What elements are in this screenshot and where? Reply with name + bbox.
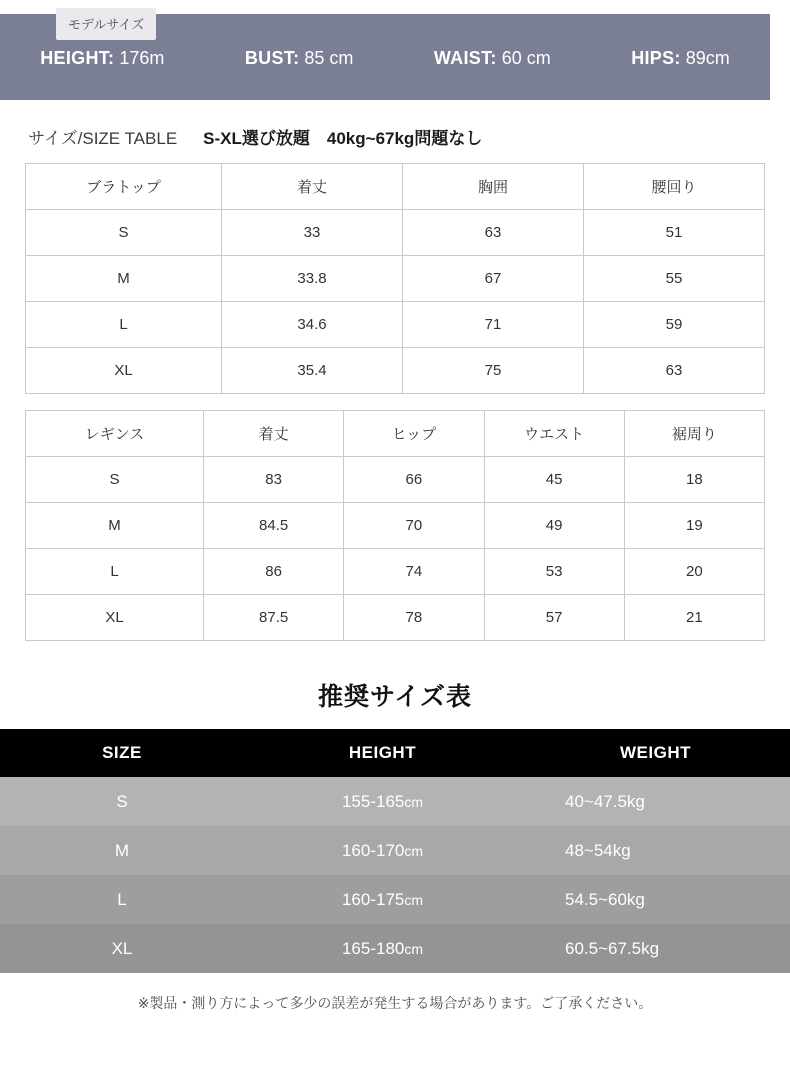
recommended-size-title: 推奨サイズ表	[317, 683, 472, 711]
rec-header-size: SIZE	[0, 729, 244, 777]
bra-cell: 55	[584, 256, 765, 302]
table-row	[26, 348, 765, 394]
rec-height-unit: cm	[404, 793, 424, 810]
bra-cell: S	[26, 210, 222, 256]
bra-cell: 63	[584, 348, 765, 394]
leggings-header-0: レギンス	[26, 411, 204, 457]
rec-weight-cell: 40~47.5kg	[521, 777, 790, 826]
rec-header-height: HEIGHT	[244, 729, 521, 777]
leggings-cell: 66	[344, 457, 484, 503]
table-row	[0, 777, 790, 826]
rec-height-value: 160-170	[341, 840, 405, 860]
table-row	[26, 302, 765, 348]
leggings-cell: S	[26, 457, 204, 503]
rec-weight-cell: 60.5~67.5kg	[521, 924, 790, 973]
leggings-size-table	[25, 410, 765, 641]
rec-height-cell	[244, 924, 521, 973]
rec-size-cell: L	[0, 875, 244, 924]
rec-header-weight: WEIGHT	[521, 729, 790, 777]
rec-height-unit: cm	[404, 842, 424, 859]
leggings-cell: 19	[624, 503, 764, 549]
table-row	[0, 875, 790, 924]
footer-note: ※製品・測り方によって多少の誤差が発生する場合があります。ご了承ください。	[137, 995, 653, 1011]
table-header-row	[26, 411, 765, 457]
table-row	[26, 549, 765, 595]
rec-weight-cell: 48~54kg	[521, 826, 790, 875]
model-stat-waist	[434, 48, 551, 69]
leggings-cell: 78	[344, 595, 484, 641]
model-stats	[0, 48, 770, 69]
model-stat-hips-label: HIPS:	[631, 48, 681, 68]
size-table-note: S-XL選び放題 40kg~67kg問題なし	[203, 129, 483, 148]
table-header-row	[26, 164, 765, 210]
rec-height-cell	[244, 826, 521, 875]
model-stat-bust-value: 85 cm	[304, 48, 354, 68]
leggings-header-1: 着丈	[204, 411, 344, 457]
table-row	[26, 256, 765, 302]
rec-size-cell: XL	[0, 924, 244, 973]
leggings-cell: 87.5	[204, 595, 344, 641]
leggings-cell: L	[26, 549, 204, 595]
leggings-cell: 49	[484, 503, 624, 549]
table-row	[26, 457, 765, 503]
leggings-cell: 53	[484, 549, 624, 595]
rec-size-cell: M	[0, 826, 244, 875]
model-stat-hips	[631, 48, 730, 69]
model-size-tag: モデルサイズ	[56, 8, 156, 40]
table-row	[26, 595, 765, 641]
leggings-header-2: ヒップ	[344, 411, 484, 457]
leggings-cell: 57	[484, 595, 624, 641]
bra-cell: M	[26, 256, 222, 302]
table-spacer	[0, 394, 790, 410]
bra-cell: 71	[403, 302, 584, 348]
bra-cell: 33	[222, 210, 403, 256]
model-stat-bust	[245, 48, 354, 69]
model-stat-height	[40, 48, 164, 69]
rec-height-value: 160-175	[341, 889, 405, 909]
bra-cell: XL	[26, 348, 222, 394]
leggings-cell: 20	[624, 549, 764, 595]
leggings-cell: 84.5	[204, 503, 344, 549]
bra-cell: 75	[403, 348, 584, 394]
leggings-cell: 86	[204, 549, 344, 595]
model-stat-waist-label: WAIST:	[433, 48, 497, 68]
table-row	[0, 826, 790, 875]
leggings-cell: 21	[624, 595, 764, 641]
table-row	[0, 924, 790, 973]
leggings-cell: 74	[344, 549, 484, 595]
model-stat-hips-value: 89cm	[685, 48, 730, 68]
table-row	[26, 503, 765, 549]
model-stat-height-label: HEIGHT:	[40, 48, 115, 68]
leggings-header-4: 裾周り	[624, 411, 764, 457]
table-header-row	[0, 729, 790, 777]
leggings-cell: 70	[344, 503, 484, 549]
size-table-heading	[28, 124, 790, 149]
rec-weight-cell: 54.5~60kg	[521, 875, 790, 924]
bra-header-3: 腰回り	[584, 164, 765, 210]
rec-height-value: 165-180	[341, 938, 405, 958]
leggings-header-3: ウエスト	[484, 411, 624, 457]
size-table-title: サイズ/SIZE TABLE	[28, 129, 178, 148]
model-stat-waist-value: 60 cm	[501, 48, 551, 68]
bra-header-1: 着丈	[222, 164, 403, 210]
bra-top-size-table	[25, 163, 765, 394]
rec-size-cell: S	[0, 777, 244, 826]
model-stat-bust-label: BUST:	[244, 48, 300, 68]
bra-cell: 51	[584, 210, 765, 256]
bra-cell: 59	[584, 302, 765, 348]
table-row	[26, 210, 765, 256]
leggings-cell: 18	[624, 457, 764, 503]
bra-cell: 63	[403, 210, 584, 256]
bra-cell: L	[26, 302, 222, 348]
bra-header-0: ブラトップ	[26, 164, 222, 210]
model-stat-height-value: 176m	[119, 48, 165, 68]
model-size-banner	[0, 14, 790, 100]
leggings-cell: XL	[26, 595, 204, 641]
rec-height-cell	[244, 875, 521, 924]
rec-height-unit: cm	[404, 940, 424, 957]
bra-cell: 67	[403, 256, 584, 302]
bra-cell: 33.8	[222, 256, 403, 302]
leggings-cell: 83	[204, 457, 344, 503]
recommended-size-table	[0, 729, 790, 973]
bra-header-2: 胸囲	[403, 164, 584, 210]
bra-cell: 34.6	[222, 302, 403, 348]
rec-height-unit: cm	[404, 891, 424, 908]
leggings-cell: 45	[484, 457, 624, 503]
bra-cell: 35.4	[222, 348, 403, 394]
leggings-cell: M	[26, 503, 204, 549]
rec-height-value: 155-165	[341, 791, 405, 811]
rec-height-cell	[244, 777, 521, 826]
